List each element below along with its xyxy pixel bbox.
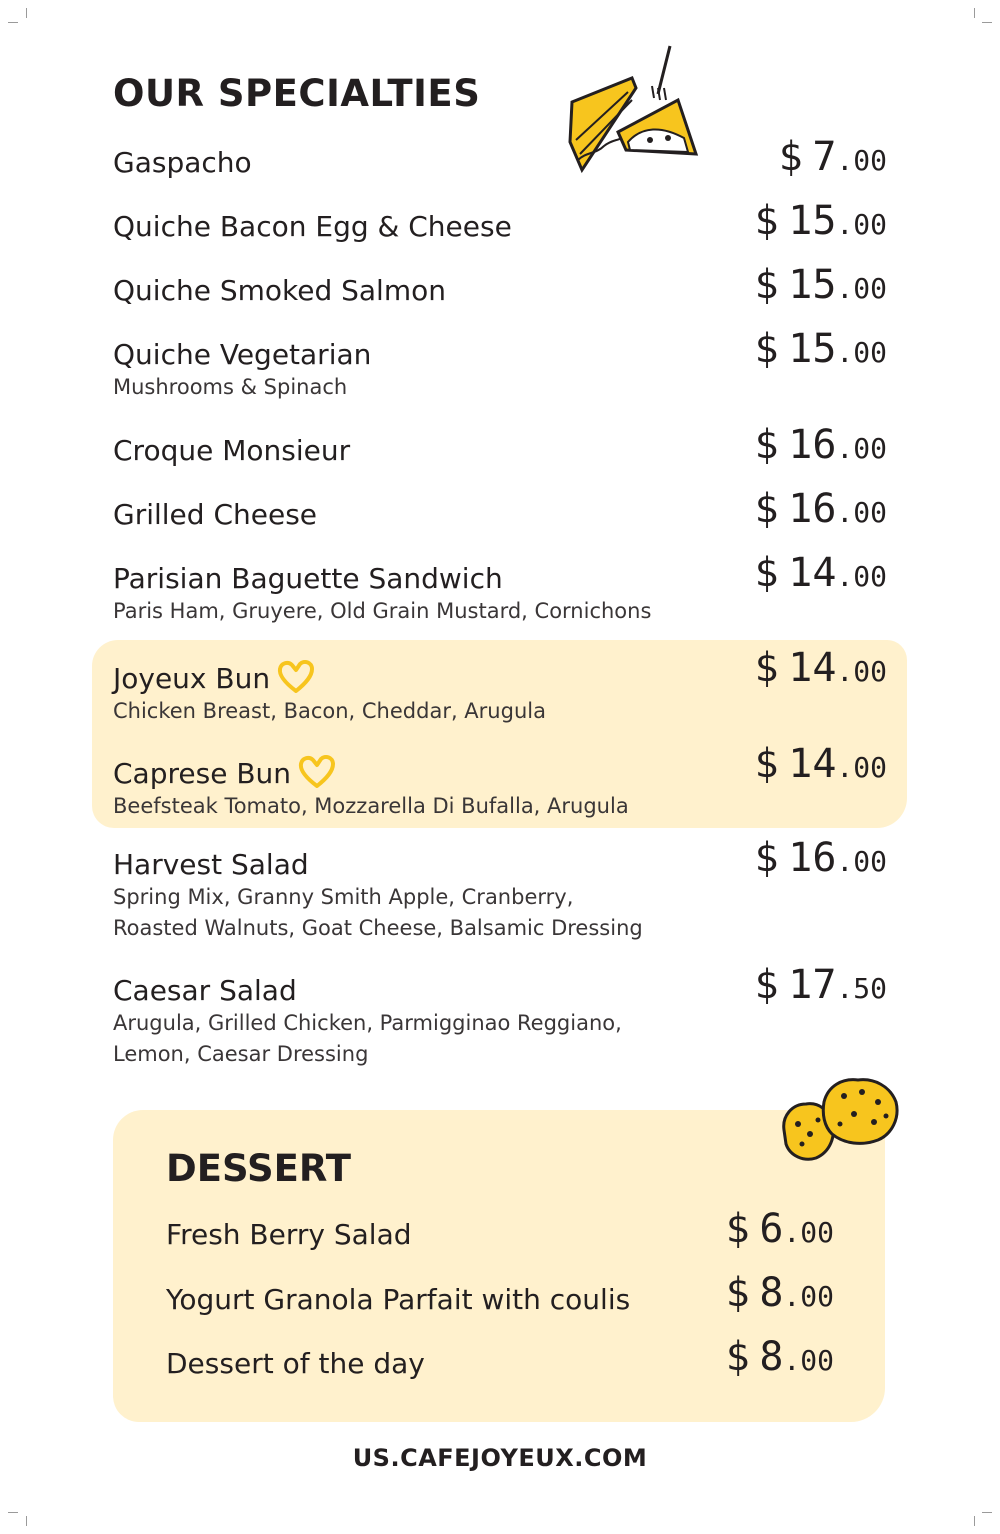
item-description: Lemon, Caesar Dressing — [113, 1042, 369, 1066]
currency-symbol: $ — [754, 962, 779, 1008]
item-name: Grilled Cheese — [113, 498, 318, 531]
currency-symbol: $ — [754, 422, 779, 468]
crop-mark — [26, 1516, 27, 1526]
item-name: Joyeux Bun — [113, 662, 271, 695]
item-name: Quiche Bacon Egg & Cheese — [113, 210, 512, 243]
item-price: $ 7.00 — [778, 134, 887, 180]
currency-symbol: $ — [754, 550, 779, 596]
menu-item — [113, 974, 753, 1070]
crop-mark — [26, 8, 27, 18]
item-name: Croque Monsieur — [113, 434, 351, 467]
currency-symbol: $ — [754, 326, 779, 372]
currency-symbol: $ — [754, 835, 779, 881]
dessert-item-name: Dessert of the day — [166, 1347, 425, 1380]
dessert-item-price: $ 8.00 — [725, 1270, 834, 1316]
item-description: Roasted Walnuts, Goat Cheese, Balsamic Dressing — [113, 916, 643, 940]
dessert-title: DESSERT — [166, 1147, 351, 1190]
item-price: $ 15.00 — [754, 198, 887, 244]
menu-item — [113, 753, 753, 822]
crop-mark — [982, 22, 992, 23]
dessert-item-name: Yogurt Granola Parfait with coulis — [166, 1283, 631, 1316]
menu-item — [113, 658, 753, 727]
specialties-title: OUR SPECIALTIES — [113, 72, 481, 115]
currency-symbol: $ — [754, 645, 779, 691]
crop-mark — [8, 22, 18, 23]
item-description: Spring Mix, Granny Smith Apple, Cranberry, — [113, 885, 574, 909]
currency-symbol: $ — [725, 1334, 750, 1380]
item-price: $ 16.00 — [754, 835, 887, 881]
item-name: Caesar Salad — [113, 974, 297, 1007]
item-description: Chicken Breast, Bacon, Cheddar, Arugula — [113, 699, 546, 723]
item-name-row — [113, 658, 753, 696]
item-price: $ 15.00 — [754, 326, 887, 372]
item-price: $ 14.00 — [754, 741, 887, 787]
crop-mark — [974, 1516, 975, 1526]
item-name: Harvest Salad — [113, 848, 309, 881]
website-link[interactable]: US.CAFEJOYEUX.COM — [352, 1444, 648, 1472]
menu-item — [113, 210, 753, 244]
item-name: Quiche Vegetarian — [113, 338, 372, 371]
currency-symbol: $ — [754, 262, 779, 308]
item-name-row — [113, 753, 753, 791]
menu-item — [113, 434, 753, 468]
cookie-icon — [778, 1074, 902, 1166]
item-price: $ 14.00 — [754, 645, 887, 691]
dessert-item-name: Fresh Berry Salad — [166, 1218, 412, 1251]
currency-symbol: $ — [778, 134, 803, 180]
item-name: Caprese Bun — [113, 757, 292, 790]
currency-symbol: $ — [725, 1206, 750, 1252]
currency-symbol: $ — [754, 198, 779, 244]
dessert-item-price: $ 6.00 — [725, 1206, 834, 1252]
item-description: Mushrooms & Spinach — [113, 375, 348, 399]
crop-mark — [982, 1512, 992, 1513]
dessert-item-price: $ 8.00 — [725, 1334, 834, 1380]
currency-symbol: $ — [725, 1270, 750, 1316]
menu-item — [113, 146, 753, 180]
item-price: $ 16.00 — [754, 422, 887, 468]
menu-item — [113, 274, 753, 308]
heart-icon — [297, 753, 337, 789]
item-price: $ 14.00 — [754, 550, 887, 596]
heart-icon — [276, 658, 316, 694]
item-price: $ 15.00 — [754, 262, 887, 308]
crop-mark — [974, 8, 975, 18]
currency-symbol: $ — [754, 486, 779, 532]
menu-item — [113, 848, 753, 944]
item-description: Arugula, Grilled Chicken, Parmigginao Reggiano, — [113, 1011, 622, 1035]
item-price: $ 17.50 — [754, 962, 887, 1008]
currency-symbol: $ — [754, 741, 779, 787]
item-description: Beefsteak Tomato, Mozzarella Di Bufalla, Arugula — [113, 794, 629, 818]
item-description: Paris Ham, Gruyere, Old Grain Mustard, Cornichons — [113, 599, 652, 623]
menu-item — [113, 338, 753, 403]
menu-item — [113, 498, 753, 532]
item-price: $ 16.00 — [754, 486, 887, 532]
menu-item — [113, 562, 753, 627]
crop-mark — [8, 1512, 18, 1513]
item-name: Quiche Smoked Salmon — [113, 274, 446, 307]
item-name: Gaspacho — [113, 146, 252, 179]
item-name: Parisian Baguette Sandwich — [113, 562, 503, 595]
